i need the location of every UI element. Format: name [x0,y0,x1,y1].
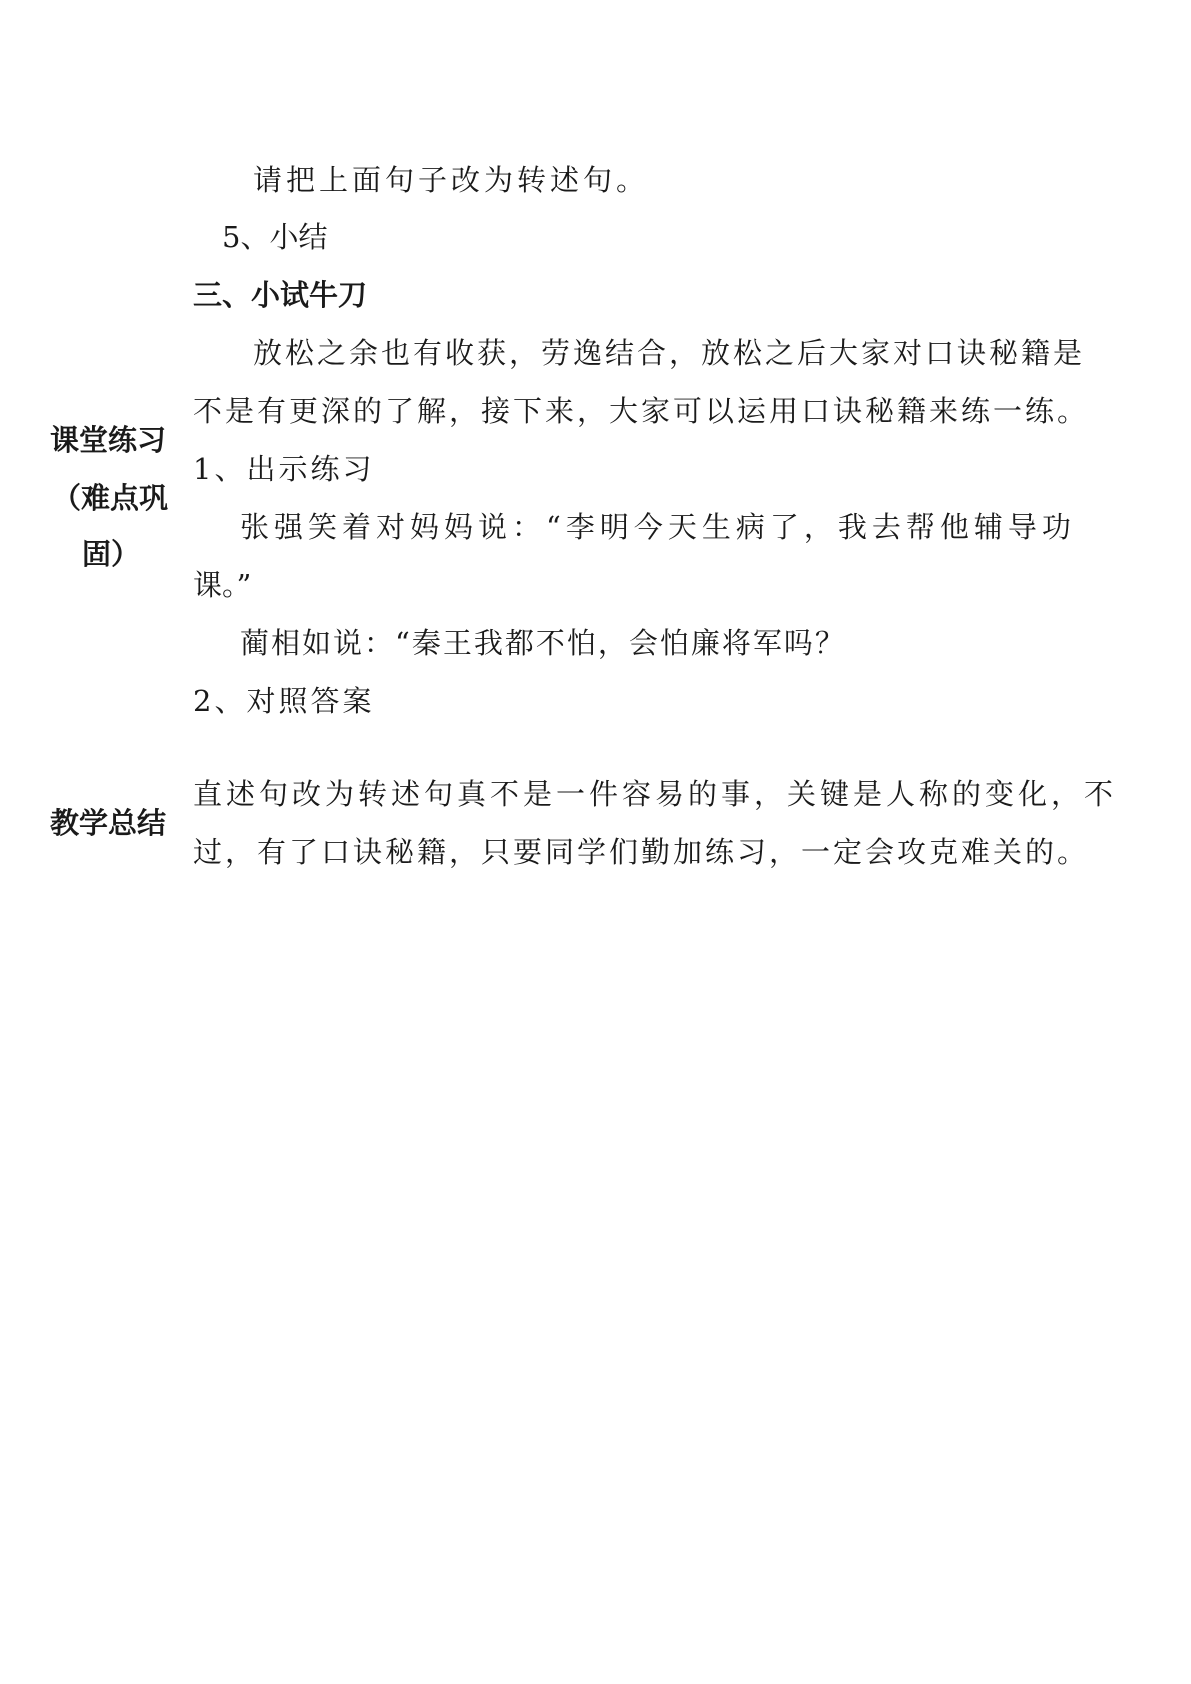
summary-line-2: 过，有了口诀秘籍，只要同学们勤加练习，一定会攻克难关的。 [193,835,1090,869]
label-difficulty-consolidation: （难点巩 [52,481,169,515]
exercise-item-1: 1、出示练习 [193,452,375,486]
summary-line-1: 直述句改为转述句真不是一件容易的事，关键是人称的变化，不 [193,777,1118,811]
instruction-text: 请把上面句子改为转述句。 [253,163,650,197]
label-difficulty-consolidation-end: 固） [82,537,141,571]
label-class-practice: 课堂练习 [50,423,167,457]
exercise-sentence-1-line-1: 张强笑着对妈妈说：“李明今天生病了，我去帮他辅导功 [240,510,1076,544]
exercise-sentence-2: 蔺相如说：“秦王我都不怕，会怕廉将军吗？ [240,626,846,660]
label-teaching-summary: 教学总结 [50,806,167,840]
paragraph-line-1: 放松之余也有收获，劳逸结合，放松之后大家对口诀秘籍是 [253,336,1086,370]
step-5-summary: 5、小结 [222,220,328,254]
exercise-item-2: 2、对照答案 [193,684,375,718]
paragraph-line-2: 不是有更深的了解，接下来，大家可以运用口诀秘籍来练一练。 [193,394,1090,428]
section-heading-3: 三、小试牛刀 [193,278,368,312]
exercise-sentence-1-line-2: 课。” [193,568,252,602]
